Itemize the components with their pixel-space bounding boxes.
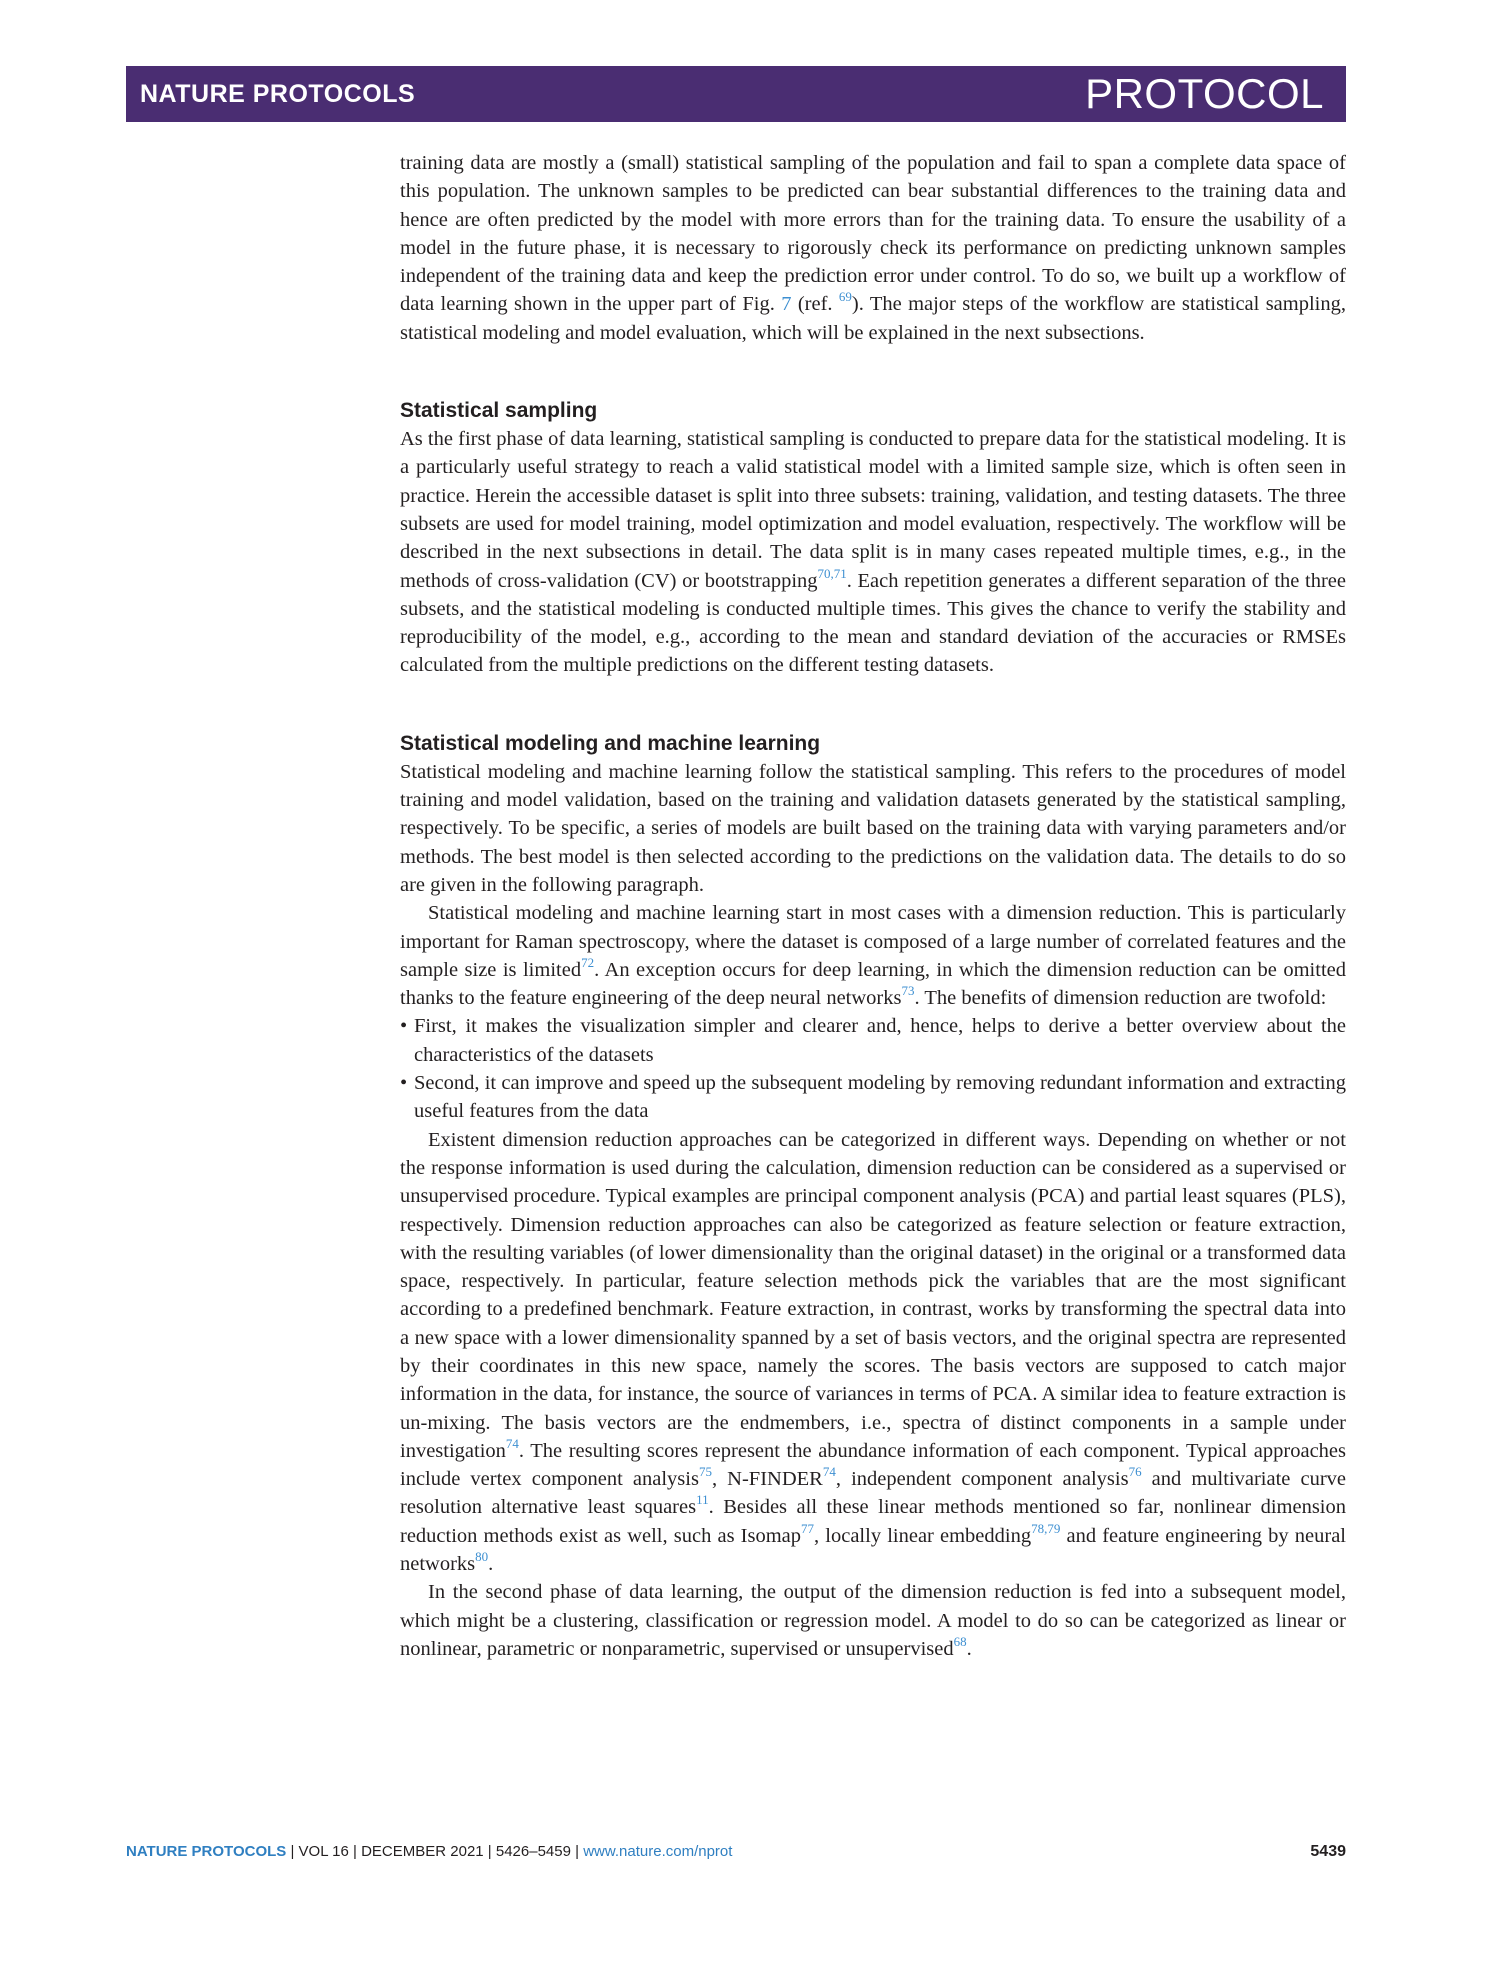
text-run: , locally linear embedding [814,1524,1032,1547]
footer-date: DECEMBER 2021 [361,1843,484,1860]
reference-link[interactable]: 68 [953,1633,967,1649]
text-run: . Besides all these linear methods mentioned so far, nonlinear dimension reduction methods exist as well, such as Isomap [400,1496,1346,1547]
footer-separator: | [286,1843,299,1860]
reference-link[interactable]: 80 [475,1549,489,1565]
text-run: In the second phase of data learning, the output of the dimension reduction is fed into a subsequent model, which might be a clustering, classification or regression model. A model to do so can be categorized as linear or nonlinear, parametric or nonparametric, supervised or unsupervised [400,1581,1346,1660]
text-run: training data are mostly a (small) statistical sampling of the population and fail to span a complete data space of this population. The unknown samples to be predicted can bear substantial differences to the training data and hence are often predicted by the model with more errors than for the training data. To ensure the usability of a model in the future phase, it is necessary to rigorously check its performance on predicting unknown samples independent of the training data and keep the prediction error under control. To do so, we built up a workflow of data learning shown in the upper part of Fig. [400,152,1346,316]
text-run: . An exception occurs for deep learning, in which the dimension reduction can be omitted thanks to the feature engineering of the deep neural networks [400,958,1346,1010]
footer-separator: | [348,1843,362,1860]
article-body [400,149,1346,1663]
section-heading-statistical-sampling: Statistical sampling [400,399,598,423]
section-heading-statistical-modeling: Statistical modeling and machine learning [400,731,821,755]
reference-link[interactable]: 75 [698,1464,712,1480]
text-run: . The benefits of dimension reduction are twofold: [914,987,1327,1010]
modeling-paragraph-1: Statistical modeling and machine learning follow the statistical sampling. This refers to the procedures of model training and model validation, based on the training and validation datasets generated by the statistical sampling, respectively. To be specific, a series of models are built based on the training data with varying parameters and/or methods. The best model is then selected according to the predictions on the validation data. The details to do so are given in the following paragraph. [400,760,1346,896]
reference-link[interactable]: 70,71 [817,565,847,581]
text-run: Existent dimension reduction approaches can be categorized in different ways. Depending on whether or not the response information is used during the calculation, dimension reduction can be considered as a supervised or unsupervised procedure. Typical examples are principal component analysis (PCA) and partial least squares (PLS), respectively. Dimension reduction approaches can also be categorized as feature selection or feature extraction, with the resulting variables (of lower dimensionality than the original dataset) in the original or a transformed data space, respectively. In particular, feature selection methods pick the variables that are the most significant according to a predefined benchmark. Feature extraction, in contrast, works by transforming the spectral data into a new space with a lower dimensionality spanned by a set of basis vectors, and the original spectra are represented by their coordinates in this new space, namely the scores. The basis vectors are supposed to catch major information in the data, for instance, the source of variances in terms of PCA. A similar idea to feature extraction is un-mixing. The basis vectors are the endmembers, i.e., spectra of distinct components in a sample under investigation [400,1128,1346,1462]
footer-journal-name: NATURE PROTOCOLS [126,1843,287,1860]
footer-url-link[interactable]: www.nature.com/nprot [583,1843,733,1860]
modeling-paragraph-4 [400,1578,1346,1663]
page-footer [126,1843,1346,1860]
benefits-list [400,1012,1346,1125]
reference-link[interactable]: 74 [822,1464,836,1480]
intro-paragraph [400,149,1346,347]
page-number: 5439 [1310,1843,1346,1860]
footer-separator: | [483,1843,496,1860]
footer-pages: 5426–5459 [495,1843,571,1860]
reference-link[interactable]: 11 [696,1492,709,1508]
text-run: , N-FINDER [711,1468,823,1491]
reference-link[interactable]: 78,79 [1031,1520,1061,1536]
reference-link[interactable]: 76 [1128,1464,1142,1480]
footer-separator: | [570,1843,584,1860]
modeling-paragraph-3 [400,1126,1346,1579]
text-run: (ref. [791,293,839,316]
list-item: • First, it makes the visualization simpler and clearer and, hence, helps to derive a better overview about the characteristics of the datasets [400,1012,1346,1069]
text-run: ). The major steps of the workflow are statistical sampling, statistical modeling and model evaluation, which will be explained in the next subsections. [400,293,1346,344]
text-run: , independent component analysis [835,1468,1129,1491]
text-run: Statistical modeling and machine learning start in most cases with a dimension reduction. This is particularly important for Raman spectroscopy, where the dataset is composed of a large number of correlated features and the sample size is limited [400,902,1346,981]
reference-link[interactable]: 77 [801,1520,815,1536]
reference-link[interactable]: 74 [505,1435,519,1451]
reference-link[interactable]: 69 [838,289,852,305]
text-run: and multivariate curve resolution alternative least squares [400,1468,1347,1519]
reference-link[interactable]: 72 [581,954,595,970]
journal-name: NATURE PROTOCOLS [140,80,416,108]
footer-volume: VOL 16 [298,1843,349,1860]
text-run: . [966,1637,972,1660]
article-type: PROTOCOL [1085,70,1324,117]
text-run: . The resulting scores represent the abundance information of each component. Typical approaches include vertex component analysis [400,1439,1346,1491]
reference-link[interactable]: 73 [901,983,915,999]
modeling-paragraph-2 [400,899,1346,1012]
text-run: . Each repetition generates a different separation of the three subsets, and the statistical modeling is conducted multiple times. This gives the chance to verify the stability and reproducibility of the model, e.g., according to the mean and standard deviation of the accuracies or RMSEs calculated from the multiple predictions on the different testing datasets. [400,569,1346,677]
figure-link[interactable]: 7 [781,293,792,316]
text-run: . [488,1553,494,1576]
text-run: As the first phase of data learning, statistical sampling is conducted to prepare data for the statistical modeling. It is a particularly useful strategy to reach a valid statistical model with a limited sample size, which is often seen in practice. Herein the accessible dataset is split into three subsets: training, validation, and testing datasets. The three subsets are used for model training, model optimization and model evaluation, respectively. The workflow will be described in the next subsections in detail. The data split is in many cases repeated multiple times, e.g., in the methods of cross-validation (CV) or bootstrapping [400,428,1346,592]
text-run: and feature engineering by neural networks [400,1524,1346,1576]
statistical-sampling-paragraph [400,425,1346,680]
list-item: • Second, it can improve and speed up the subsequent modeling by removing redundant information and extracting useful features from the data [400,1069,1346,1126]
journal-header-bar [126,66,1346,122]
